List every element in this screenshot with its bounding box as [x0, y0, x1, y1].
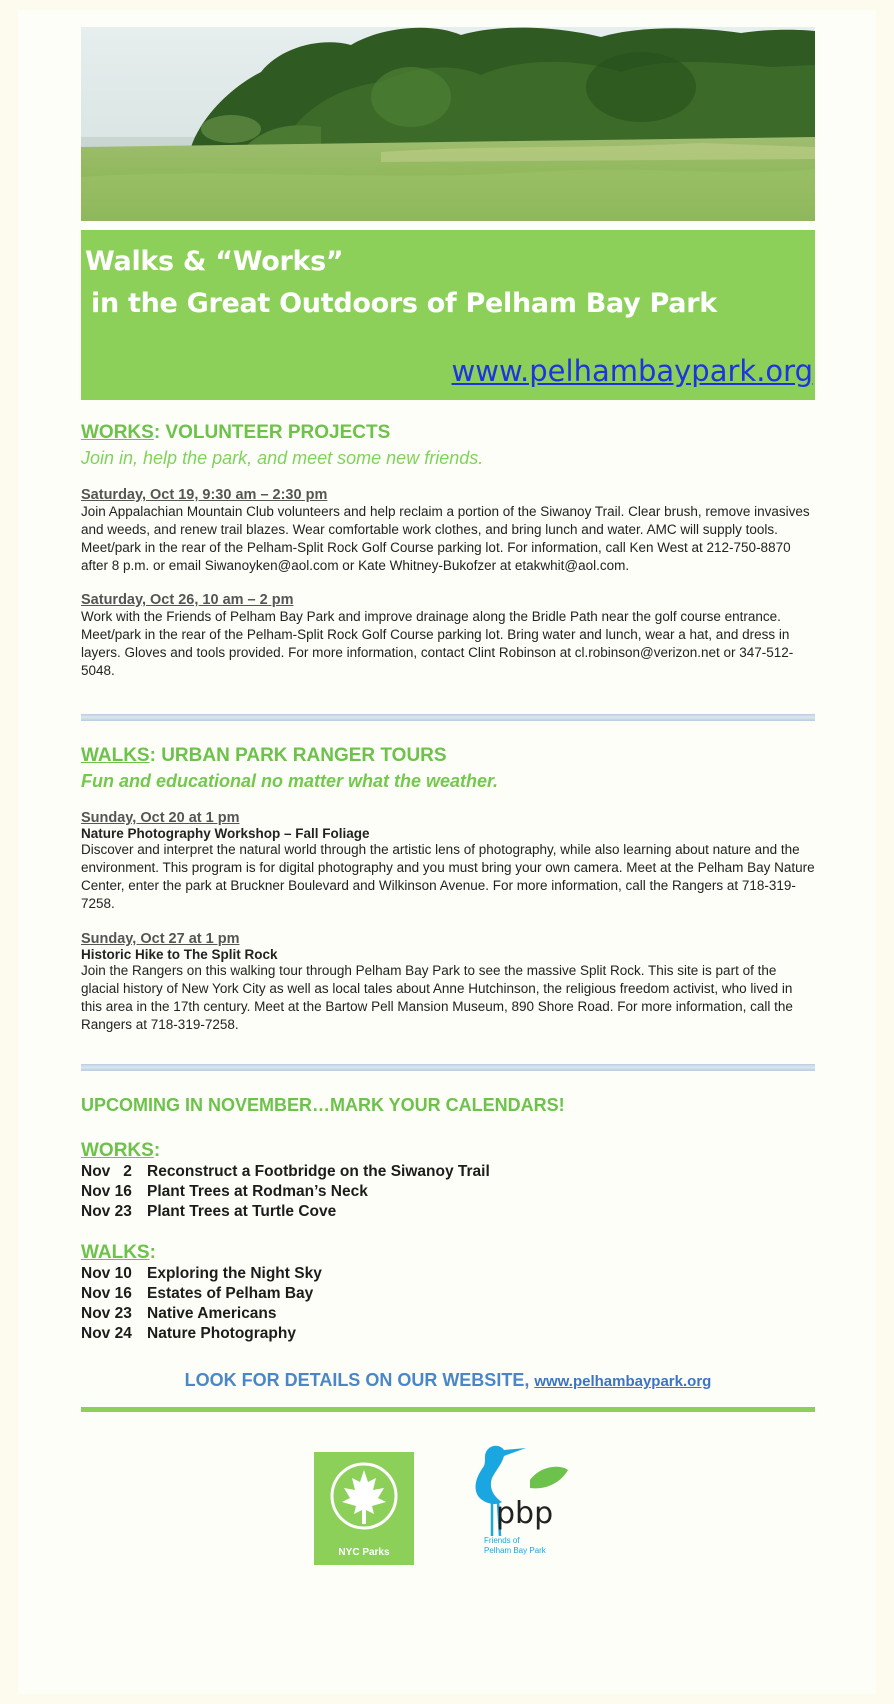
section-divider — [81, 714, 815, 721]
list-item — [81, 1202, 815, 1222]
walks-heading-rest: : URBAN PARK RANGER TOURS — [149, 745, 447, 766]
works-section — [81, 422, 815, 680]
title-banner — [81, 230, 815, 400]
banner-website-link[interactable]: www.pelhambaypark.org — [451, 354, 813, 388]
list-item-title: Reconstruct a Footbridge on the Siwanoy Trail — [147, 1163, 490, 1180]
works-event — [81, 592, 815, 680]
banner-title-line1: Walks & “Works” — [85, 246, 344, 277]
walks-section — [81, 745, 815, 1034]
pbp-subtitle-line1: Friends of — [484, 1536, 520, 1545]
pbp-letters: pbp — [496, 1496, 554, 1531]
works-heading — [81, 422, 815, 444]
nyc-parks-label: NYC Parks — [338, 1547, 390, 1558]
works-tagline: Join in, help the park, and meet some new friends. — [81, 448, 484, 468]
list-item-title: Nature Photography — [147, 1325, 296, 1342]
list-item-date: Nov 16 — [81, 1285, 132, 1302]
works-heading-label: WORKS — [81, 422, 154, 443]
list-item — [81, 1264, 815, 1284]
list-item — [81, 1324, 815, 1344]
section-divider — [81, 1064, 815, 1071]
walks-heading-label: WALKS — [81, 745, 150, 766]
event-description: Join Appalachian Mountain Club volunteers and help reclaim a portion of the Siwanoy Trail. Clear brush, remove invasives and weeds, and renew trail blazes. Wear comfortable work clothes, and bring lunch and water. AMC will supply tools. Meet/park in the rear of the Pelham-Split Rock Golf Course parking lot. For information, call Ken West at 212-750-8870 after 8 p.m. or email Siwanoyken@aol.com or Kate Whitney-Bukofzer at etakwhit@aol.com. — [81, 504, 810, 573]
event-date: Sunday, Oct 20 at 1 pm — [81, 810, 240, 826]
upcoming-walks-heading: WALKS: — [81, 1242, 156, 1263]
walks-tagline: Fun and educational no matter what the weather. — [81, 771, 499, 791]
upcoming-works-label: WORKS — [81, 1140, 154, 1161]
list-item-title: Plant Trees at Turtle Cove — [147, 1203, 337, 1220]
website-callout-link[interactable]: www.pelhambaypark.org — [534, 1373, 712, 1390]
list-item-date: Nov 24 — [81, 1325, 132, 1342]
friends-of-pbp-logo — [456, 1440, 576, 1570]
list-item-date: Nov 23 — [81, 1203, 132, 1220]
upcoming-works-list — [81, 1162, 815, 1222]
event-title: Nature Photography Workshop – Fall Foliage — [81, 826, 370, 841]
website-callout-text: LOOK FOR DETAILS ON OUR WEBSITE, — [184, 1370, 535, 1390]
event-date: Sunday, Oct 27 at 1 pm — [81, 931, 240, 947]
upcoming-walks-list — [81, 1264, 815, 1344]
event-title: Historic Hike to The Split Rock — [81, 947, 278, 962]
event-description: Discover and interpret the natural world through the artistic lens of photography, while also learning about nature and the environment. This program is for digital photography and you must bring your own camera. Meet at the Pelham Bay Nature Center, enter the park at Bruckner Boulevard and Wilkinson Avenue. For more information, call the Rangers at 718-319-7258. — [81, 842, 815, 911]
list-item-title: Exploring the Night Sky — [147, 1265, 322, 1282]
walks-event — [81, 810, 815, 913]
list-item-date: Nov 10 — [81, 1265, 132, 1282]
list-item-title: Estates of Pelham Bay — [147, 1285, 314, 1302]
banner-title-line2: in the Great Outdoors of Pelham Bay Park — [91, 288, 717, 319]
list-item — [81, 1182, 815, 1202]
list-item — [81, 1162, 815, 1182]
list-item-title: Native Americans — [147, 1305, 277, 1322]
list-item — [81, 1284, 815, 1304]
pbp-subtitle-line2: Pelham Bay Park — [484, 1546, 546, 1555]
upcoming-works-heading: WORKS: — [81, 1140, 161, 1161]
list-item-date: Nov 23 — [81, 1305, 132, 1322]
event-date: Saturday, Oct 19, 9:30 am – 2:30 pm — [81, 487, 328, 503]
footer-logos — [81, 1412, 815, 1562]
upcoming-heading: UPCOMING IN NOVEMBER…MARK YOUR CALENDARS! — [81, 1095, 565, 1115]
walks-event — [81, 931, 815, 1034]
event-date: Saturday, Oct 26, 10 am – 2 pm — [81, 592, 294, 608]
newsletter-column — [81, 27, 815, 1562]
upcoming-section — [81, 1095, 815, 1344]
list-item-date: Nov 16 — [81, 1183, 132, 1200]
upcoming-walks-label: WALKS — [81, 1242, 150, 1263]
marsh-landscape-image — [81, 27, 815, 221]
maple-leaf-icon — [314, 1452, 414, 1542]
works-heading-rest: : VOLUNTEER PROJECTS — [153, 422, 391, 443]
list-item — [81, 1304, 815, 1324]
event-description: Join the Rangers on this walking tour through Pelham Bay Park to see the massive Split Rock. This site is part of the glacial history of New York City as well as local tales about Anne Hutchinson, the religious freedom activist, who lived in this area in the 17th century. Meet at the Bartow Pell Mansion Museum, 890 Shore Road. For more information, call the Rangers at 718-319-7258. — [81, 963, 793, 1032]
list-item-title: Plant Trees at Rodman’s Neck — [147, 1183, 368, 1200]
hero-photo — [81, 27, 815, 221]
list-item-date: Nov 2 — [81, 1163, 132, 1180]
works-event — [81, 487, 815, 575]
walks-heading — [81, 745, 815, 767]
nyc-parks-logo — [314, 1452, 414, 1565]
website-callout — [81, 1370, 815, 1391]
event-description: Work with the Friends of Pelham Bay Park and improve drainage along the Bridle Path near the golf course entrance. Meet/park in the rear of the Pelham-Split Rock Golf Course parking lot. Bring water and lunch, wear a hat, and dress in layers. Gloves and tools provided. For more information, contact Clint Robinson at cl.robinson@verizon.net or 347-512-5048. — [81, 609, 794, 678]
